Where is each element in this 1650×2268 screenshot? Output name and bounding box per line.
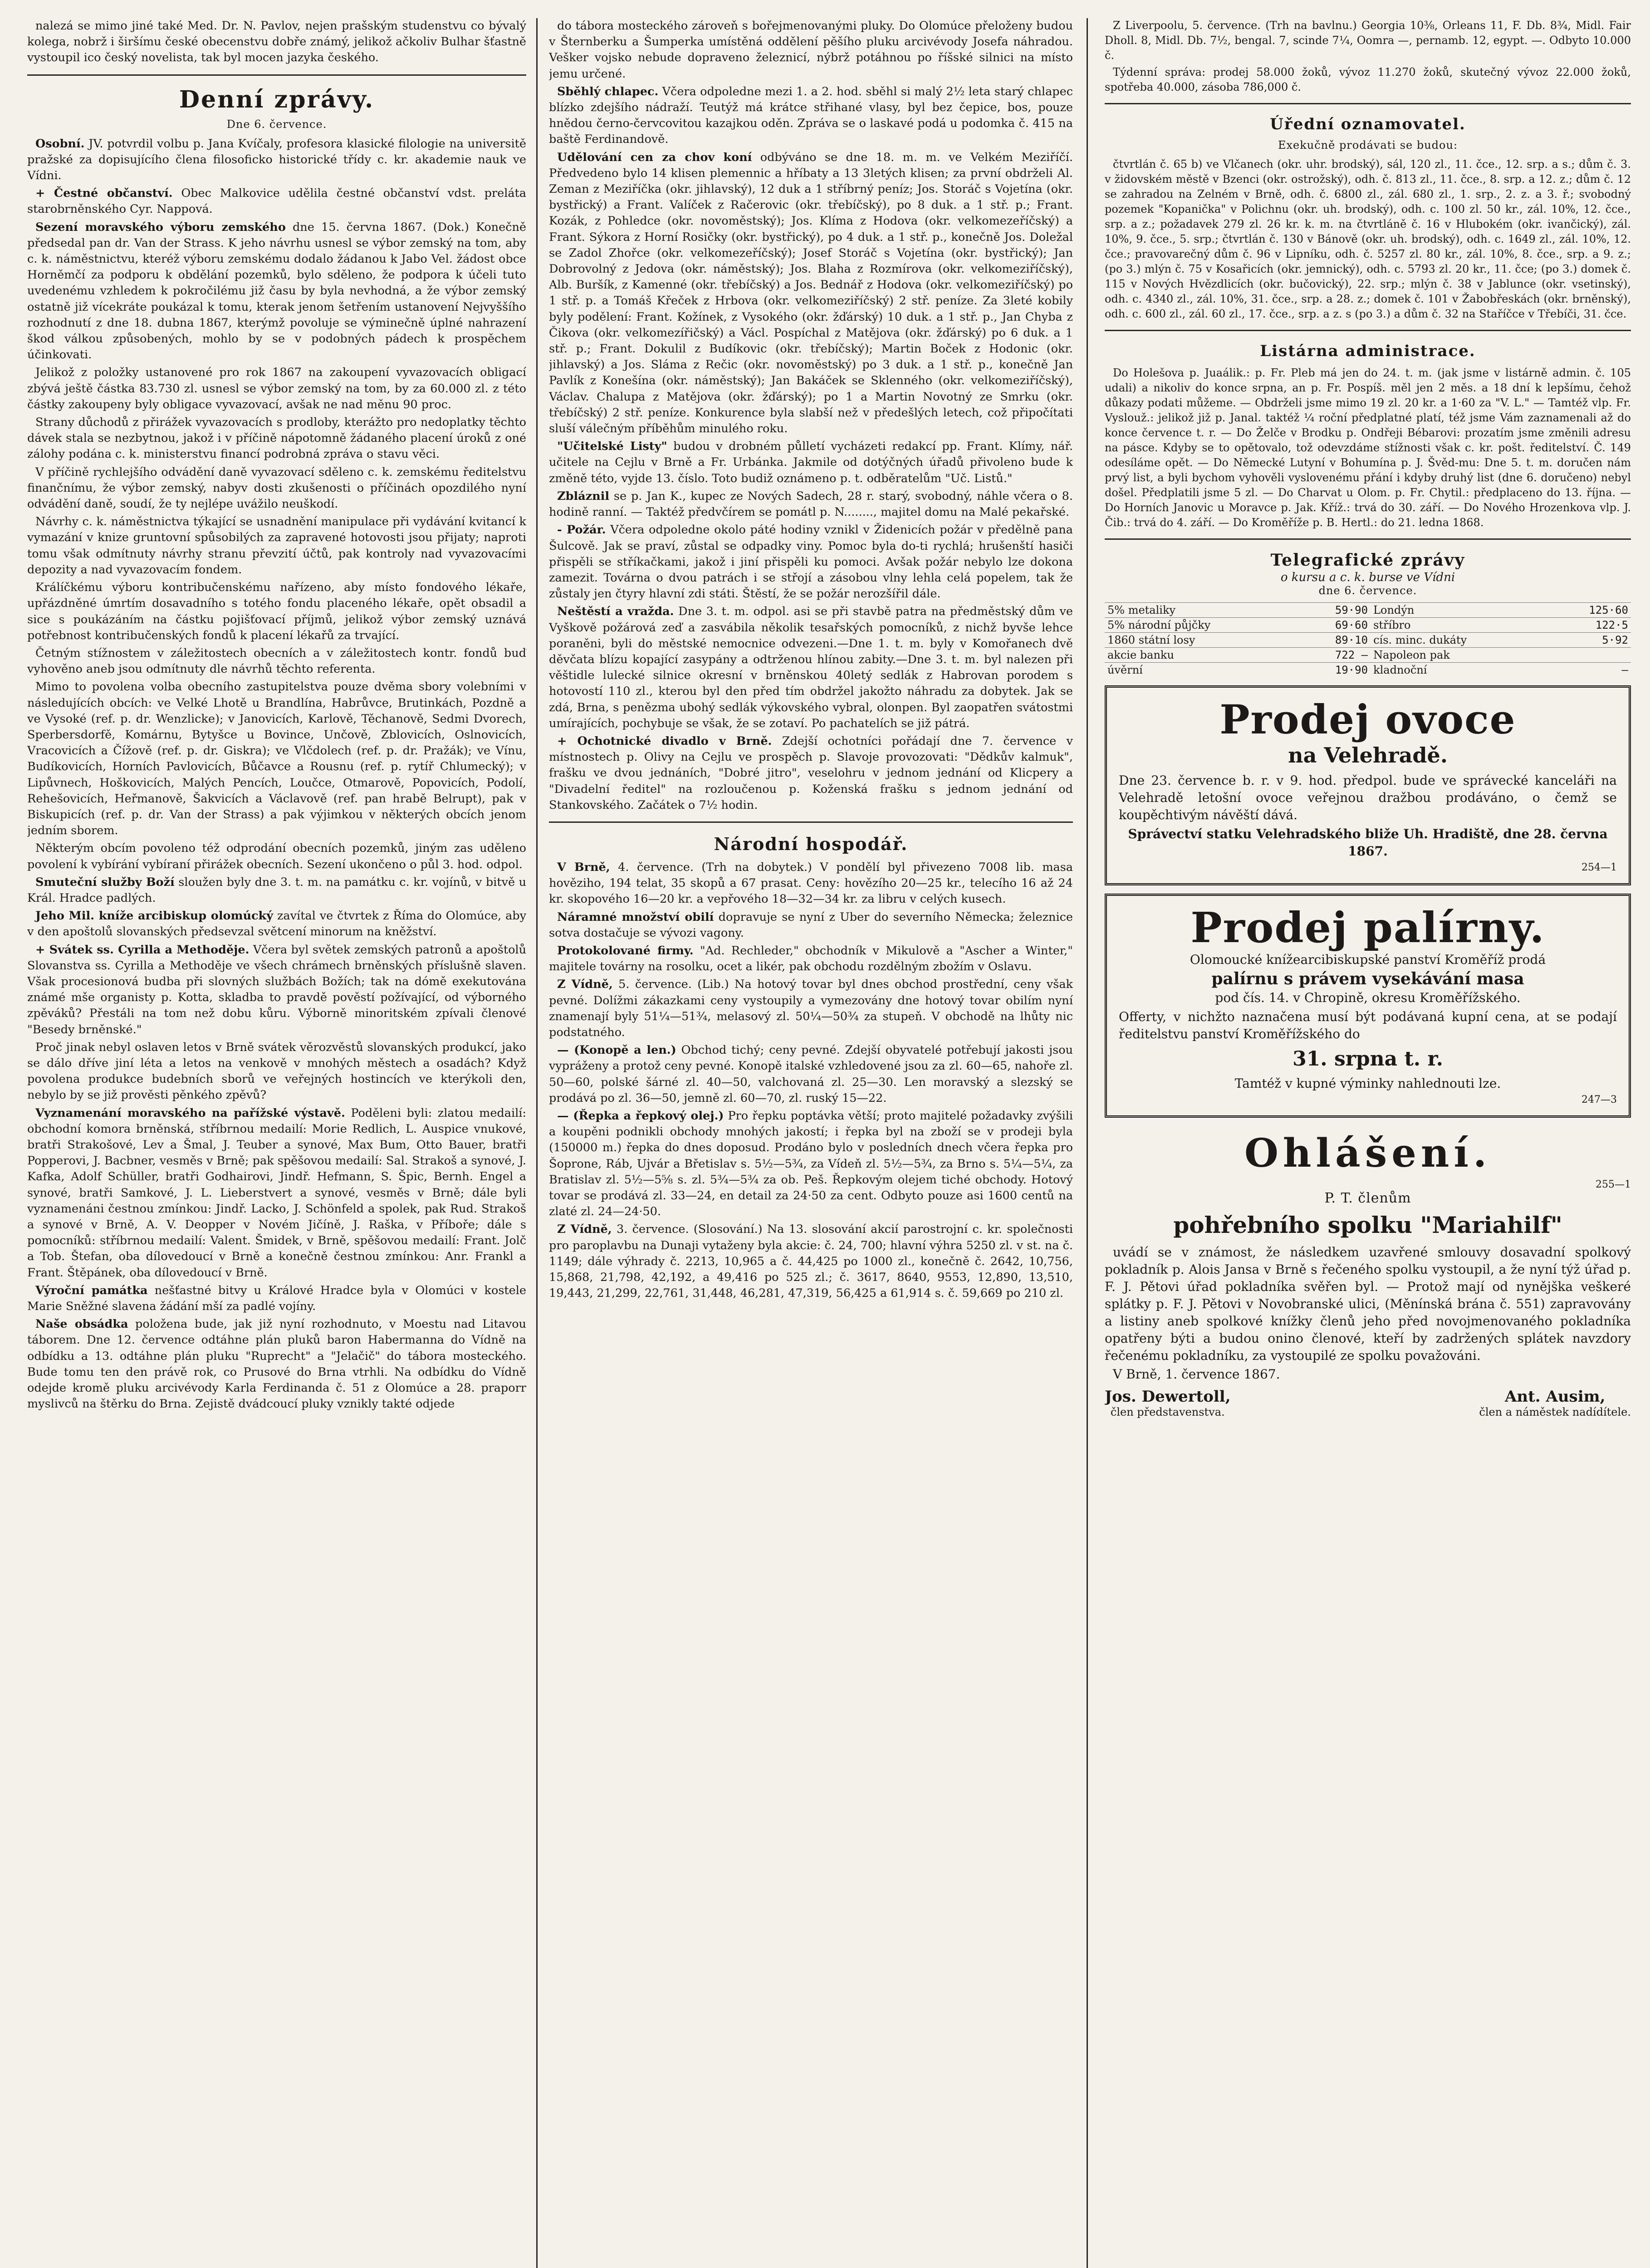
ad-reference: 247—3	[1581, 1094, 1617, 1105]
news-item-text: Obec Malkovice udělila čestné občanství vdst. preláta starobrněnského Cyr. Nappová.	[27, 186, 526, 216]
news-item-lead: + Ochotnické divadlo v Brně.	[557, 734, 772, 748]
news-item-text: Poděleni byli: zlatou medailí: obchodní komora brněnská, stříbrnou medailí: Morie Redlich, L. Auspice vnukové, bratři Strakošové, Lev a Šmal, J. Teuber a synové, Max Bum, Otto Bauer, bratři Popperovi, J. Bacbner, vesměs v Brně; pak spěšovou medailí: Sal. Strakoš a synové, J. Kafka, Adolf Schüller, bratři Godhairovi, Jindř. Hefmann, S. Špic, Bernh. Engel a synové, bratři Samkové, J. L. Lieberstvert a synové, vesměs v Brně; dále byli vyznamenáni čestnou zmínkou: Jindř. Lacko, J. Schönfeld a spolek, pak Rud. Strakoš a synové v Brně, A. V. Deopper v Novém Jičíně, J. Raška, v Příboře; dále s pomocníků: stříbrnou medailí: Valent. Šmidek, v Brně, spěšovou medailí: Frant. Jolč a Tob. Štefan, oba dílovedoucí v Brně a konečně čestnou zmínkou: Anr. Frankl a Frant. Štěpánek, oba dílovedoucí v Brně.	[27, 1106, 526, 1280]
rate-name: cís. minc. dukáty	[1371, 633, 1550, 648]
news-item-text: Návrhy c. k. náměstnictva týkající se usnadnění manipulace při vydávání kvitancí k vymazání v knize gruntovní spůsobilých za zapravené hotovosti jsou přijaty; naproti tomu však odmítnuty návrhy stranu převzití účtů, pak kontroly nad vyvazovacími depozity a nad vyvazovacím fondem.	[27, 515, 526, 577]
rate-value: 122·5	[1550, 618, 1631, 633]
section-title-daily-news: Denní zprávy.	[179, 85, 375, 113]
news-item-lead: Udělování cen za chov koní	[557, 150, 752, 164]
rate-value: —	[1550, 663, 1631, 678]
rate-value: 69·60	[1301, 618, 1371, 633]
news-item-text: Mimo to povolena volba obecního zastupitelstva pouze dvěma sbory volebními v následujících obcích: ve Velké Lhotě u Brandlína, Habrůvce, Brutinkách, Pozdně a ve Vysoké (ref. p. dr. Wenzlicke); v Janovicích, Karlově, Těchanově, Sedmi Dvorech, Sperbersdorfě, Komárnu, Bytyšce u Bovince, Unčově, Zblovicích, Oslnovicích, Vracovicích a Čížově (ref. p. dr. Giskra); ve Vlčdolech (ref. p. dr. Pražák); ve Vínu, Budíkovicích, Horních Pavlovicích, Bůčavce a Rousnu (ref. p. rytíř Chlumecký); v Lipůvnech, Hoškovicích, Malých Pencích, Loučce, Otmarově, Popovicích, Podolí, Rehešovicích, Heřmanově, Šakvicích a Václavově (ref. pan hrabě Belrupt), pak v Biskupicích (ref. p. dr. Van der Strass) a pak výjimkou v některých obcích jenom jedním sborem.	[27, 680, 526, 838]
news-item-text: Obchod tichý; ceny pevné. Zdejší obyvatelé potřebují jakosti jsou vypráženy a protož ceny pevné. Konopě italské vzhledovené jsou za zl. 60—65, nahoře zl. 50—60, polské šárné zl. 40—50, valchovaná zl. 25—30. Len moravský a slezský se prodává po zl. 36—50, jemně zl. 60—70, zl. ruský 15—22.	[549, 1043, 1073, 1105]
newspaper-page	[27, 18, 1633, 2268]
telegraph-subtitle: o kursu a c. k. burse ve Vídni	[1280, 571, 1455, 584]
rate-row	[1105, 603, 1631, 618]
news-item	[549, 604, 1073, 732]
news-item-lead: Smuteční služby Boží	[35, 875, 175, 889]
ad-signature: Správectví statku Velehradského bliže Uh. Hradiště, dne 28. června 1867.	[1128, 826, 1608, 859]
news-item-text: Včera odpoledne mezi 1. a 2. hod. sběhl si malý 2½ leta starý chlapec blízko zdejšího nádraží. Teutýž má krátce střihané vlasy, byl bez čepice, bos, pouze hnědou černo-červcovitou kazajkou oděn. Zpráva se o laskavé podá u podomka č. 415 na baště Ferdinandově.	[549, 84, 1073, 147]
news-item-text: sloužen byly dne 3. t. m. na památku c. kr. vojínů, v bitvě u Král. Hradce padlých.	[27, 875, 526, 905]
rate-name: 5% národní půjčky	[1105, 618, 1301, 633]
ad-title: Prodej palírny.	[1190, 903, 1545, 952]
column-2	[549, 18, 1073, 2268]
news-item-text: Proč jinak nebyl oslaven letos v Brně svátek věrozvěstů slovanských produkcí, jako se dálo dříve jiní léta a letos na venkově v mnohých městech a osadách? Když povolena produkce budebních sborů ve veřejných hostincích ve kterýkoli den, nebylo by se již prověsti pěnkého zpěvů?	[27, 1040, 526, 1102]
signer-name: Ant. Ausim,	[1504, 1388, 1606, 1406]
news-item-text: Zdejší ochotníci pořádají dne 7. července v místnostech p. Olivy na Cejlu ve prospěch p. Slavoje provozovati: "Dědkův kalmuk", frašku ve dvou jednáních, "Dobré jitro", veselohru v jednom jednání od Klicpery a "Divadelní ředitel" na rozloučenou p. Koženská frašku s jednom jednání od Stankovského. Začátek o 7½ hodin.	[549, 734, 1073, 812]
news-item-lead: Sběhlý chlapec.	[557, 84, 659, 98]
section-title-official: Úřední oznamovatel.	[1270, 115, 1466, 133]
dateline: Dne 6. července.	[226, 117, 327, 131]
news-item-text: Včera odpoledne okolo páté hodiny vznikl v Židenicích požár v předělně pana Šulcově. Jak se praví, zůstal se odpadky viny. Pomoc byla do-ti rychlá; hrušenští hasiči přispěli se stříkačkami, jakož i jiní přispěli ku pomoci. Avšak požár nebylo lze dokona zamezit. Továrna o dvou patrách i se střojí a zásobou vlny lehla celá popelem, tak že zůstaly jen čtyry hlavní zdi státi. Štěstí, že se požár nerozšířil dále.	[549, 523, 1073, 601]
rate-value: 5·92	[1550, 633, 1631, 648]
rate-row	[1105, 663, 1631, 678]
rate-name: Londýn	[1371, 603, 1550, 618]
news-item-text: Jelikož z položky ustanovené pro rok 1867 na zakoupení vyvazovacích obligací zbývá ještě částka 83.730 zl. usnesl se výbor zemský na tom, by za 60.000 zl. z této částky zakoupeny byly obligace vyvazovací, avšak ne nad měnu 90 proc.	[27, 366, 526, 411]
admin-text: Do Holešova p. Juaálik.: p. Fr. Pleb má jen do 24. t. m. (jak jsme v listárně admin. č. 105 udali) a nikoliv do konce srpna, an p. Fr. Pospíš. měl jen 2 měs. a 18 dní k lepšímu, čehož důkazy podati můžeme. — Obdrželi jsme mimo 19 zl. 20 kr. a 1·60 za "V. L." — Tamtéž vlp. Fr. Vyslouž.: jelikož již p. Janal. taktéž ¼ roční předplatné platí, též jsme Vám zaznamenali až do konce července t. r. — Do Želče v Brodku p. Ondřeji Bébarovi: prozatím jsme změnili adresu na pásce. Kdyby se to opětovalo, tož odevzdáme stížnosti však c. kr. pošt. ředitelství. Č. 149 odesíláme opět. — Do Německé Lutyní v Bohumína p. J. Švěd-mu: Dne 5. t. m. doručen nám prvý list, a byli bychom vyhověli vyslovenému přání i kdyby druhý list (dne 6. doručeno) nebyl došel. Předplatili jsme 5 zl. — Do Charvat u Olom. p. Fr. Chytil.: předplaceno do 13. října. — Do Horních Janovic u Moravce p. Jak. Kříž.: trvá do 30. září. — Do Nového Hrozenkova vlp. J. Čib.: trvá do 4. září. — Do Kroměříže p. B. Hertl.: do 21. ledna 1868.	[1105, 367, 1631, 529]
column-3	[1105, 18, 1631, 2268]
announcement-reference: 255—1	[1596, 1179, 1631, 1190]
announcement-title: Ohlášení.	[1244, 1130, 1492, 1176]
rate-name: Napoleon pak	[1371, 648, 1550, 663]
news-item	[27, 645, 526, 677]
column-divider	[536, 18, 538, 2268]
rate-value: 722 —	[1301, 648, 1371, 663]
news-item	[549, 909, 1073, 941]
news-item	[27, 136, 526, 184]
news-item	[549, 943, 1073, 975]
official-text: čtvrtlán č. 65 b) ve Vlčanech (okr. uhr. brodský), sál, 120 zl., 11. čce., 12. srp. a s.; dům č. 3. v židovském městě v Bzenci (okr. ostrožský), odh. č. 813 zl., 11. čce., 8. srp. a 12. z.; dům č. 12 se zahradou na Zelném v Brně, odh. č. 6800 zl., zál. 680 zl., 1. srp., 2. z. a 3. ř.; svobodný pozemek "Kopanička" v Polichnu (okr. uh. brodský), odh. c. 100 zl. 50 kr., zál. 10%, 12. čce., srp. a z.; požadavek 279 zl. 26 kr. k. m. na čtvrtláně č. 16 v Hlubokém (okr. ivančický), zál. 10%, 9. čce., 5. srp.; čtvrtlán č. 130 v Bánově (okr. uh. brodský), odh. c. 1649 zl., zál. 10%, 12. čce.; pravovarečný dům č. 96 v Lipníku, odh. č. 5257 zl. 80 kr., zál. 10%, 8. čce., srp. a 9. z.; (po 3.) mlýn č. 75 v Kosařicích (okr. jemnický), odh. c. 5793 zl. 20 kr., 11. čce; (po 3.) domek č. 115 v Nových Hvězdlicích (okr. bučovický), 22. srp.; mlýn č. 38 v Jablunce (okr. vsetinský), odh. c. 4340 zl., zál. 10%, 31. čce., srp. a 28. z.; domek č. 101 v Žabobřeskách (okr. brněnský), odh. c. 600 zl., zál. 60 zl., 17. čce., srp. a z. s (po 3.) a dům č. 32 na Staříčce v Třebíči, 31. čce.	[1105, 158, 1631, 320]
news-item-lead: Výroční památka	[35, 1283, 148, 1297]
signer-role: člen představenstva.	[1110, 1406, 1225, 1419]
news-item-lead: — (Konopě a len.)	[557, 1043, 676, 1057]
news-item-text: JV. potvrdil volbu p. Jana Kvíčaly, profesora klasické filologie na universitě pražské za dopisujícího člena filosoficko historické třídy c. kr. akademie nauk ve Vídni.	[27, 137, 526, 183]
news-item-lead: Protokolované firmy.	[557, 943, 694, 958]
news-item	[549, 439, 1073, 487]
ad-subtitle: na Velehradě.	[1288, 743, 1448, 767]
divider	[1105, 330, 1631, 331]
rate-name: 1860 státní losy	[1105, 633, 1301, 648]
telegraph-date: dne 6. července.	[1318, 584, 1417, 597]
news-item-lead: Zbláznil	[557, 489, 610, 503]
news-item	[27, 1283, 526, 1315]
ad-text: pod čís. 14. v Chropině, okresu Kroměřížského.	[1215, 990, 1521, 1005]
ad-reference: 254—1	[1581, 862, 1617, 873]
signer-2	[1479, 1388, 1631, 1418]
news-item-text: Včera byl světek zemských patronů a apoštolů Slovanstva ss. Cyrilla a Methoděje ve všech chrámech brněnských příslušně slaven. Však procesionová budba při slovných službách Božích; tak na dómě exekutována známé mše organisty p. Kotta, skladba to pravdě pověstí požívající, od výborného zpěváků? Přestáli na tom než dobu kůru. Výborně minoritském zpívali členové "Besedy brněnské."	[27, 943, 526, 1036]
news-item	[27, 186, 526, 217]
announcement-lead: P. T. členům	[1324, 1190, 1411, 1206]
news-item-text: do tábora mosteckého zároveň s bořejmenovanými pluky. Do Olomúce přeloženy budou v Šternberku a Šumperka umístěná oddělení pěšího pluku arcivévody Josefa náhradou. Vešker vojsko nebude dopraveno železnicí, nýbrž potáhnou po říšské silnici na místo jemu určené.	[549, 19, 1073, 81]
news-items	[27, 136, 526, 1413]
news-item	[549, 489, 1073, 520]
news-item-lead: — (Řepka a řepkový olej.)	[557, 1109, 724, 1123]
news-item-lead: Neštěstí a vražda.	[557, 605, 674, 619]
news-item	[549, 733, 1073, 813]
ad-text: Dne 23. července b. r. v 9. hod. předpol. bude ve správecké kanceláři na Velehradě letošní ovoce veřejnou dražbou prodáváno, o čemž se koupěchtivým návěští dává.	[1119, 773, 1617, 822]
ad-text: Olomoucké knížearcibiskupské panství Kroměříž prodá	[1190, 952, 1546, 967]
news-item-text: 5. července. (Lib.) Na hotový tovar byl dnes obchod prostřední, ceny však pevné. Dolížmi zákazkami ceny vystoupily a vymezovány dne hotový tovar obilím nyní znamenají byly 51¼—51¾, melasový zl. 50¼—50¾ za stupeň. V obchodě na lhůty nic podstatného.	[549, 978, 1073, 1039]
news-item-text: 3. července. (Slosování.) Na 13. slosování akcií parostrojní c. kr. společnosti pro paroplavbu na Dunaji vytaženy byla akcie: č. 24, 700; hlavní výhra 5250 zl. v st. na č. 1149; dále výhrady č. 2213, 10,965 a č. 44,425 po 1000 zl., konečně č. 2642, 10,756, 15,868, 21,798, 42,192, a 49,416 po 525 zl.; č. 3617, 8640, 9553, 12,890, 13,510, 19,443, 21,299, 22,761, 31,448, 46,281, 47,319, 56,425 a 61,914 s. č. 59,669 po 210 zl.	[549, 1222, 1073, 1300]
rate-value: 19·90	[1301, 663, 1371, 678]
news-item-text: budou v drobném půlletí vycházeti redakcí pp. Frant. Klímy, nář. učitele na Cejlu v Brně a Fr. Urbánka. Jakmile od dotýčných úřadů přivoleno bude k změně této, vyjde 13. číslo. Toto budiž oznámeno p. t. odběratelům "Uč. Listů."	[549, 440, 1073, 485]
official-lead: Exekučně prodávati se budou:	[1278, 139, 1458, 152]
signatures	[1105, 1388, 1631, 1418]
news-item	[27, 415, 526, 463]
news-item-text: 4. července. (Trh na dobytek.) V pondělí byl přivezeno 7008 lib. masa hověziho, 194 telat, 35 skopů a 67 prasat. Ceny: hovězího 20—25 kr., telecího 16 až 24 kr. skopového 16—20 kr. a vepřového 18—32—34 kr. za libru v celých kusech.	[549, 860, 1073, 906]
rate-name: úvěrní	[1105, 663, 1301, 678]
news-item-text: "Ad. Rechleder," obchodník v Mikulově a "Ascher a Winter," majitele továrny na rosolku, ocet a likér, pak obchodu rozdělným zbožím v Oslavu.	[549, 943, 1073, 974]
news-item-text: V příčině rychlejšího odvádění daně vyvazovací sděleno c. k. zemskému ředitelstvu finančnímu, že výbor zemský, nabyv dosti zkušenosti o příčinách opozdilého nyní odvádění daně, soudí, že ty nejlépe uvážilo neuškodí.	[27, 465, 526, 511]
news-item-lead: Z Vídně,	[557, 1222, 612, 1237]
news-item	[27, 220, 526, 363]
announcement-date: V Brně, 1. července 1867.	[1113, 1367, 1280, 1382]
news-item	[549, 977, 1073, 1041]
liverpool-report: Z Liverpoolu, 5. července. (Trh na bavlnu.) Georgia 10⅜, Orleans 11, F. Db. 8¾, Midl. Fair Dholl. 8, Midl. Db. 7½, bengal. 7, scinde 7¼, Oomra —, pernamb. 12, egypt. —. Odbyto 10.000 č.	[1105, 19, 1631, 62]
signer-name: Jos. Dewertoll,	[1105, 1388, 1231, 1406]
rate-name: kladnoční	[1371, 663, 1550, 678]
rate-value: 89·10	[1301, 633, 1371, 648]
news-item-text: dne 15. června 1867. (Dok.) Konečně předsedal pan dr. Van der Strass. K jeho návrhu usnesl se výbor zemský na tom, aby c. k. náměstnictvu, kteréž výboru zemskému dodalo žádanou k Jabo Vel. žádost obce Horněmčí za podporu k obdělání pozemků, bylo sděleno, že podpora k účeli tuto uvedenému vzhledem k pokročilému již času by byla nevhodná, a že výbor zemský ostatně již vícekráte poukázal k tomu, kterak jenom šetřením ustanovení Nejvyššího rozhodnutí z dne 18. dubna 1867, kterýmž povoluje se výminečně úplné nahrazení škod válkou způsobených, mohlo by se v podobných pádech k prospěchem účinkovati.	[27, 220, 526, 362]
news-item-text: položena bude, jak již nyní rozhodnuto, v Moestu nad Litavou táborem. Dne 12. července odtáhne plán pluků baron Habermanna do Vídně na odbídku a 13. odtáhne plán pluku "Ruprecht" a "Jelačič" do tábora mosteckého. Bude tomu ten den právě rok, co Prusové do Brna vtrhli. Na odbídku do Vídně odejde kromě pluku arcivévody Karla Ferdinanda č. 51 z Olomúce a 28. praporr myslivců na štěrku do Brna. Zejistě dvádcoucí pluky vznikly takté odjede	[27, 1317, 526, 1411]
news-item-lead: Z Vídně,	[557, 978, 613, 992]
news-item-text: Četným stížnostem v záležitostech obecních a v záležitostech kontr. fondů buď vyhověno aneb jsou odmítnuty dle návrhů těchto referenta.	[27, 646, 526, 676]
rate-value: 59·90	[1301, 603, 1371, 618]
news-item-text: zavítal ve čtvrtek z Říma do Olomúce, aby v den apoštolů slovanských předsevzal světcení minorum na kněžství.	[27, 909, 526, 939]
news-item	[27, 514, 526, 578]
news-item-text: nešťastné bitvy u Králové Hradce byla v Olomúci v kostele Marie Sněžné slavena žádání mší za padlé vojíny.	[27, 1283, 526, 1314]
news-item-text: Dne 3. t. m. odpol. asi se při stavbě patra na předměstský dům ve Vyškově požárová zeď a zasvábila několik tesařských pomocníků, z nichž byvše lehce poraněni, byli do městské nemocnice odvezeni.—Dne 1. t. m. byly v Komořanech dvě děvčata blízu kopající zasypány a odtrženou hlínou zabity.—Dne 3. t. m. byl nalezen při věštidle lulecké silnice okresní v brněnskou 40letý sedlák z Habrovan porodem s hotovostí 110 zl., kterou byl den před tím obdržel jakožto náhradu za dobytek. Jak se zdá, Brna, s penězma ubohý sedlák výkovského vybral, olonpen. Byl zaopatřen svátostmi umírajících, pochybuje se však, že se zotaví. Po pachatelích se již pátrá.	[549, 605, 1073, 730]
news-item	[549, 522, 1073, 602]
rate-row	[1105, 633, 1631, 648]
news-item	[27, 875, 526, 906]
news-item-text: Pro řepku poptávka větší; proto majitelé požadavky zvýšili a koupěni podnikli obchody mnohých jakostí; i řepka byl na zboží se v prodeji byla (150000 m.) řepka do dnes doposud. Prodáno bylo v posledních dnech včera řepka pro Šoprone, Ráb, Ujvár a Břetislav s. 5½—5¾, za Vídeň zl. 5½—5¾, za Brno s. 5¼—5¼, za Bratislav zl. 5½—5⅝ s. zl. 5¾—5¾ za ob. Peš. Řepkovým olejem tiché obchody. Hotový tovar se prodává zl. 33—24, en detail za 24·50 za cent. Odbyto pouze asi 1600 centů na zlaté zl. 24—24·50.	[549, 1109, 1073, 1219]
divider	[1105, 538, 1631, 540]
news-item-lead: "Učitelské Listy"	[557, 440, 667, 454]
economy-items	[549, 860, 1073, 1301]
news-item-lead: Jeho Mil. kníže arcibiskup olomúcký	[35, 909, 274, 923]
news-item	[27, 365, 526, 413]
rate-name: stříbro	[1371, 618, 1550, 633]
news-item-text: dopravuje se nyní z Uber do severního Německa; železnice sotva dostačuje se vývozi vagony.	[549, 910, 1073, 940]
section-title-telegraph: Telegrafické zprávy	[1270, 551, 1465, 570]
column-divider	[1087, 18, 1088, 2268]
ad-text: Tamtéž v kupné výminky nahlednouti lze.	[1234, 1076, 1501, 1091]
section-title-economy: Národní hospodář.	[714, 833, 908, 854]
news-item-lead: Naše obsádka	[35, 1317, 128, 1331]
news-item-lead: + Svátek ss. Cyrilla a Methoděje.	[35, 943, 250, 957]
signer-role: člen a náměstek nadídítele.	[1479, 1406, 1631, 1419]
news-item	[549, 860, 1073, 908]
ad-highlight: palírnu s právem vysekávání masa	[1211, 969, 1524, 988]
section-title-admin: Listárna administrace.	[1260, 342, 1476, 360]
divider	[1105, 103, 1631, 104]
news-item-lead: - Požár.	[557, 523, 606, 537]
rate-value: 125·60	[1550, 603, 1631, 618]
news-item-text: Některým obcím povoleno též odprodání obecních pozemků, jiným zas uděleno povolení k vybírání vybíraní přirážek obecních. Sezení ukončeno o půl 3. hod. odpol.	[27, 841, 526, 871]
news-item-lead: Náramné množství obilí	[557, 910, 714, 924]
ad-fruit-sale	[1105, 685, 1631, 885]
news-item	[27, 679, 526, 839]
ad-title: Prodej ovoce	[1219, 696, 1516, 743]
news-item	[27, 1040, 526, 1104]
news-item	[27, 580, 526, 644]
news-item	[27, 1316, 526, 1412]
rate-row	[1105, 618, 1631, 633]
news-item-text: Králíčkému výboru kontribučenskému nařízeno, aby místo fondového lékaře, upřázdněné úmrtím dosavadního s totého fondu placeného lékaře, opět obsadil a sice s poukázáním na částku pojišťovací příjmů, jelikož výbor zemský uznává potřebnost kontribučenských fondů k placení lékařů za trvající.	[27, 581, 526, 642]
news-item	[27, 908, 526, 940]
rate-row	[1105, 648, 1631, 663]
rate-value	[1550, 648, 1631, 663]
intro-paragraph: nalezá se mimo jiné také Med. Dr. N. Pavlov, nejen prašským studenstvu co bývalý kolega, nobrž i širšímu české obecenstvu dobře známý, jelikož ačkoliv Bulhar šťastně vystoupil ico český novelista, tak byl mocen jazyka českého.	[27, 19, 526, 65]
news-item-lead: Vyznamenání moravského na pařížské výstavě.	[35, 1106, 345, 1120]
news-item	[549, 1222, 1073, 1301]
divider	[27, 74, 526, 76]
exchange-rates-table	[1105, 602, 1631, 677]
ad-text: Offerty, v nichžto naznačena musí být podávaná kupní cena, at se podají ředitelstvu panství Kroměřížského do	[1119, 1009, 1617, 1041]
news-item-text: se p. Jan K., kupec ze Nových Sadech, 28 r. starý, svobodný, náhle včera o 8. hodině ranní. — Taktéž předvčírem se pomátl p. N........, majitel domu na Malé pekařské.	[549, 489, 1073, 519]
news-item-lead: Osobní.	[35, 137, 85, 151]
signer-1	[1105, 1388, 1231, 1418]
rate-name: 5% metaliky	[1105, 603, 1301, 618]
news-item-text: odbýváno se dne 18. m. m. ve Velkém Meziříčí. Předvedeno bylo 14 klisen plemennic a hříbaty a 13 3letých klisen; za první obdrželi Al. Zeman z Meziříčka (okr. jihlavský), 12 duk a 1 stříbrný peníz; Jos. Storáč s Vojetína (okr. bystřický) a Frant. Valíček z Račerovic (okr. třebíčský), po 8 duk. a 1 stř. p.; Frant. Kozák, z Pohledce (okr. novoměstský); Jos. Klíma z Hodova (okr. velkomezeříčský) a Frant. Sýkora z Horní Rosičky (okr. bystřický), po 4 duk. a 1 stř. p., konečně Jos. Doležal se Zadol Zhořce (okr. velkomezeříčský); Josef Storáč s Vojetína (okr. bystřický); Jan Dobrovolný z Jedova (okr. náměstský); Jos. Blaha z Rozmírova (okr. velkomeziříčský), Alb. Buršík, z Kamenné (okr. třebíčský) a Jos. Bednář z Hodova (okr. velkomeziříčský) po 1 stř. p. a Tomáš Křeček z Hrbova (okr. velkomeziříčský) 2 stř. peníze. Za 3leté kobily byly podělení: Frant. Kožínek, z Vysokého (okr. žďárský) 10 duk. a 1 stř. p., Jan Chyba z Čikova (okr. velkomezířičský) a Václ. Pospíchal z Matějova (okr. žďárský) po 6 duk. a 1 stř. p.; Frant. Dokulil z Budíkovic (okr. třebíčský); Martin Boček z Hodonic (okr. jihlavský) a Jos. Sláma z Rečic (okr. novoměstský) po 3 duk. a 1 stř. p., konečně Jan Pavlík z Konešína (okr. náměstský); Jan Bakáček se Sklenného (okr. velkomeziříčský), Václav. Chalupa z Matějova (okr. žďárský); po 1 a Martin Novotný ze Smrku (okr. třebíčský) 2 stř. peníze. Konkurence byla slabší než v předešlých letech, což připočítati sluší válečným příběhům minulého roku.	[549, 150, 1073, 436]
column-1	[27, 18, 526, 2268]
announcement-text: uvádí se v známost, že následkem uzavřené smlouvy dosavadní spolkový pokladník p. Alois Jansa v Brně s řečeného spolku vystoupil, a že nyní týž úřad p. F. J. Pětovi úřad pokladníka svěřen byl. — Protož mají od nynějška veškeré splátky p. F. J. Pětovi v Novobranské ulici, (Měnínská brána č. 551) zapravovány a listiny aneb spolkové knížky členů jeho před novojmenovaného pokladníka opatřeny býti a budou onino členové, kteří by zadržených splátek navzdory řečenému pokladníku, za vystoupilé ze spolku považováni.	[1105, 1245, 1631, 1363]
news-item	[27, 1105, 526, 1281]
news-item-lead: V Brně,	[557, 860, 610, 874]
news-item	[549, 1042, 1073, 1106]
news-item	[27, 464, 526, 513]
news-item-lead: + Čestné občanství.	[35, 186, 173, 200]
news-item	[27, 942, 526, 1038]
news-item	[549, 150, 1073, 437]
news-item	[549, 1108, 1073, 1220]
news-item	[549, 18, 1073, 82]
rate-name: akcie banku	[1105, 648, 1301, 663]
announcement-heading: pohřebního spolku "Mariahilf"	[1173, 1212, 1562, 1238]
news-item-lead: Sezení moravského výboru zemského	[35, 220, 286, 234]
divider	[549, 821, 1073, 823]
news-item-text: Strany důchodů z přirážek vyvazovacích s prodloby, kterážto pro nedoplatky těchto dávek stala se nezbytnou, jakož i v příčině nápotomně žádaného placení úroků z oné zálohy podána c. k. ministerstvu financí podrobná zpráva o stavu věci.	[27, 415, 526, 461]
news-item	[27, 841, 526, 872]
news-item	[549, 84, 1073, 148]
ad-distillery-sale	[1105, 894, 1631, 1118]
ad-deadline: 31. srpna t. r.	[1293, 1047, 1443, 1070]
news-items-continued	[549, 18, 1073, 813]
weekly-report: Týdenní správa: prodej 58.000 žoků, vývoz 11.270 žoků, skutečný vývoz 22.000 žoků, spotřeba 40.000, zásoba 786,000 č.	[1105, 66, 1631, 93]
